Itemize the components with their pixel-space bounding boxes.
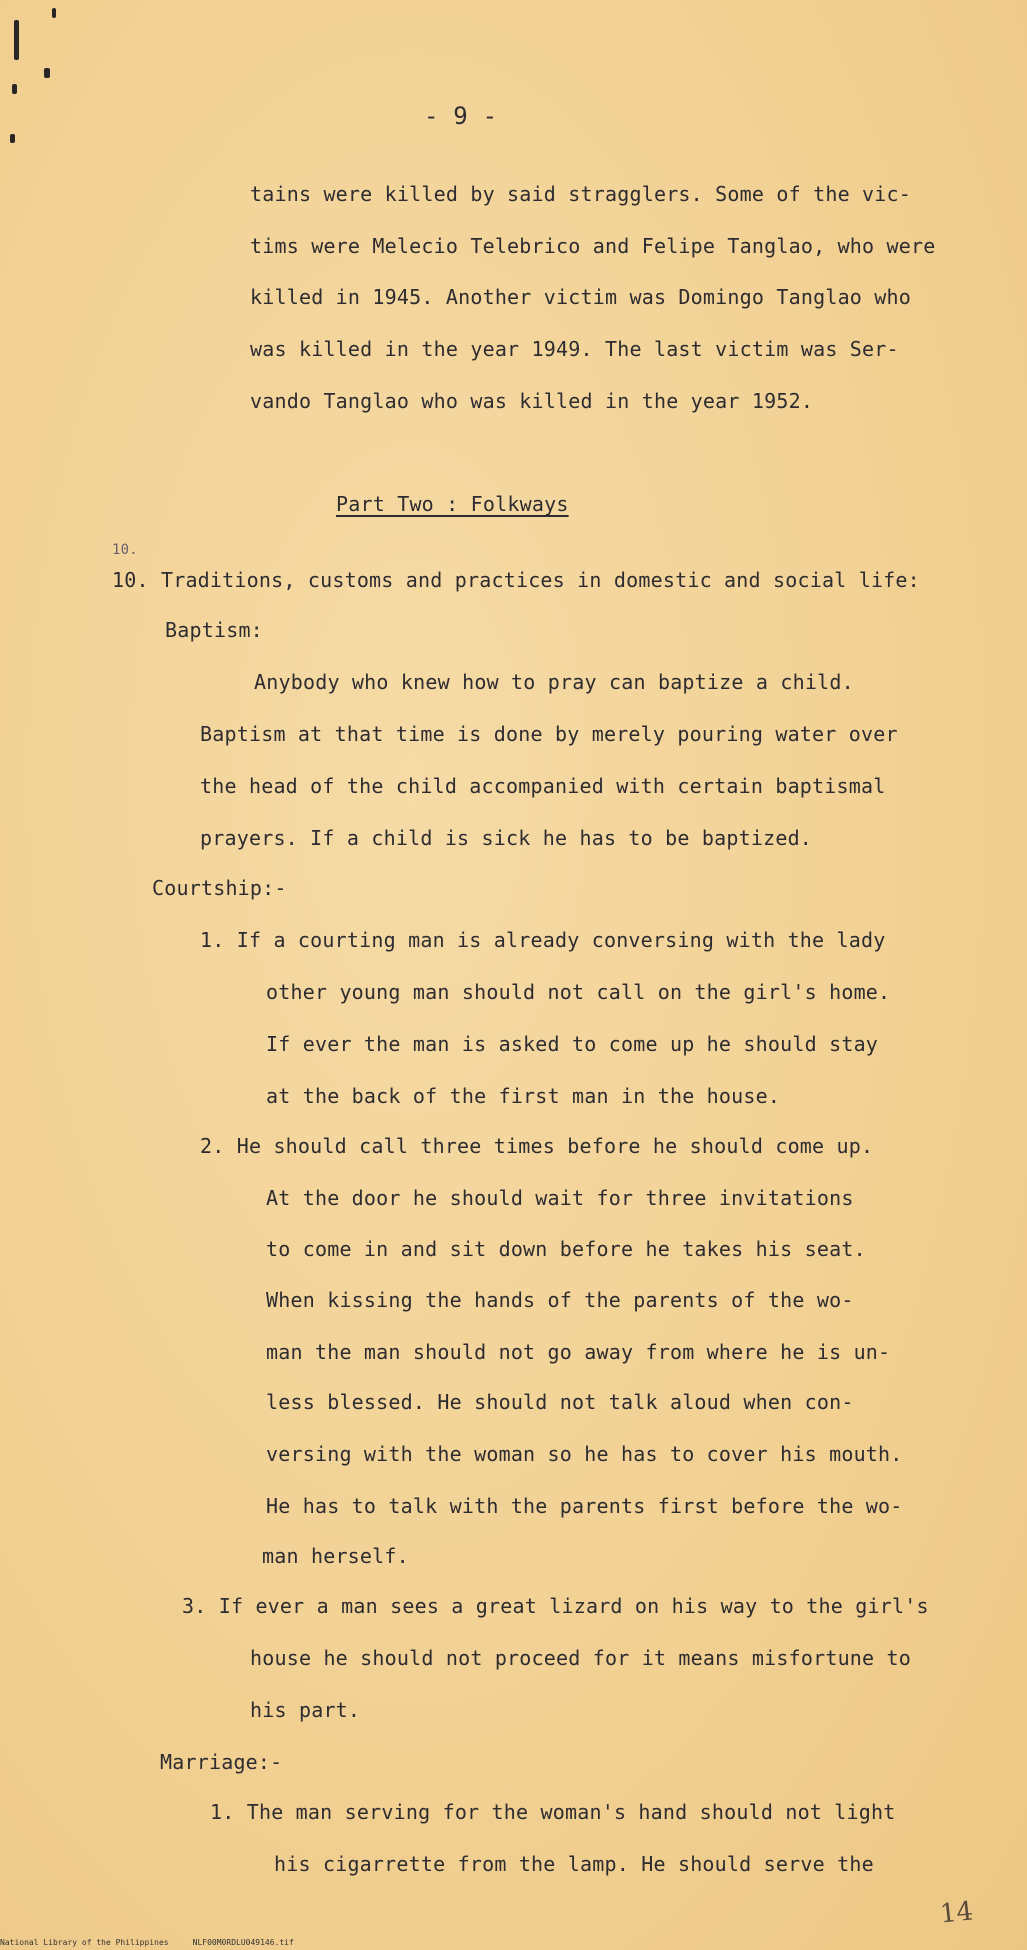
section-heading: Part Two : Folkways — [336, 492, 569, 516]
text-line: When kissing the hands of the parents of the wo- — [266, 1288, 854, 1312]
scan-footer: National Library of the Philippines NLF00M0RDLU049146.tif — [0, 1938, 294, 1947]
handwritten-mark: 14 — [938, 1896, 975, 1930]
text-line: less blessed. He should not talk aloud when con- — [266, 1390, 854, 1414]
text-line: 1. The man serving for the woman's hand should not light — [210, 1800, 896, 1824]
text-line: Baptism: — [165, 618, 263, 642]
text-line: At the door he should wait for three invitations — [266, 1186, 854, 1210]
text-line: versing with the woman so he has to cover his mouth. — [266, 1442, 903, 1466]
text-line: prayers. If a child is sick he has to be baptized. — [200, 826, 813, 850]
text-line: at the back of the first man in the house. — [266, 1084, 781, 1108]
text-line: Baptism at that time is done by merely pouring water over — [200, 722, 898, 746]
text-line: Courtship:- — [152, 876, 287, 900]
text-line: was killed in the year 1949. The last victim was Ser- — [250, 337, 899, 361]
text-line: to come in and sit down before he takes his seat. — [266, 1237, 866, 1261]
binding-mark — [44, 68, 50, 78]
text-line: vando Tanglao who was killed in the year 1952. — [250, 389, 814, 413]
text-line: tims were Melecio Telebrico and Felipe Tanglao, who were — [250, 234, 936, 258]
text-line: 10. Traditions, customs and practices in domestic and social life: — [112, 568, 920, 592]
text-line: the head of the child accompanied with certain baptismal — [200, 774, 886, 798]
text-line: killed in 1945. Another victim was Domingo Tanglao who — [250, 285, 912, 309]
text-line: Marriage:- — [160, 1750, 283, 1774]
text-line: man the man should not go away from where he is un- — [266, 1340, 891, 1364]
text-line: He has to talk with the parents first before the wo- — [266, 1494, 903, 1518]
text-line: 3. If ever a man sees a great lizard on his way to the girl's — [182, 1594, 929, 1618]
text-line: 2. He should call three times before he should come up. — [200, 1134, 874, 1158]
binding-mark — [14, 20, 19, 60]
text-line: 1. If a courting man is already conversing with the lady — [200, 928, 886, 952]
binding-mark — [52, 8, 56, 18]
text-line: Anybody who knew how to pray can baptize a child. — [254, 670, 854, 694]
text-line: house he should not proceed for it means misfortune to — [250, 1646, 912, 1670]
text-line: his part. — [250, 1698, 361, 1722]
binding-mark — [10, 134, 15, 143]
text-line: man herself. — [262, 1544, 409, 1568]
text-line: his cigarrette from the lamp. He should serve the — [274, 1852, 874, 1876]
binding-mark — [12, 84, 17, 94]
text-line: tains were killed by said stragglers. Some of the vic- — [250, 182, 912, 206]
text-line: other young man should not call on the girl's home. — [266, 980, 891, 1004]
page-number: - 9 - — [424, 102, 498, 130]
margin-note: 10. — [112, 542, 138, 558]
text-line: If ever the man is asked to come up he should stay — [266, 1032, 879, 1056]
